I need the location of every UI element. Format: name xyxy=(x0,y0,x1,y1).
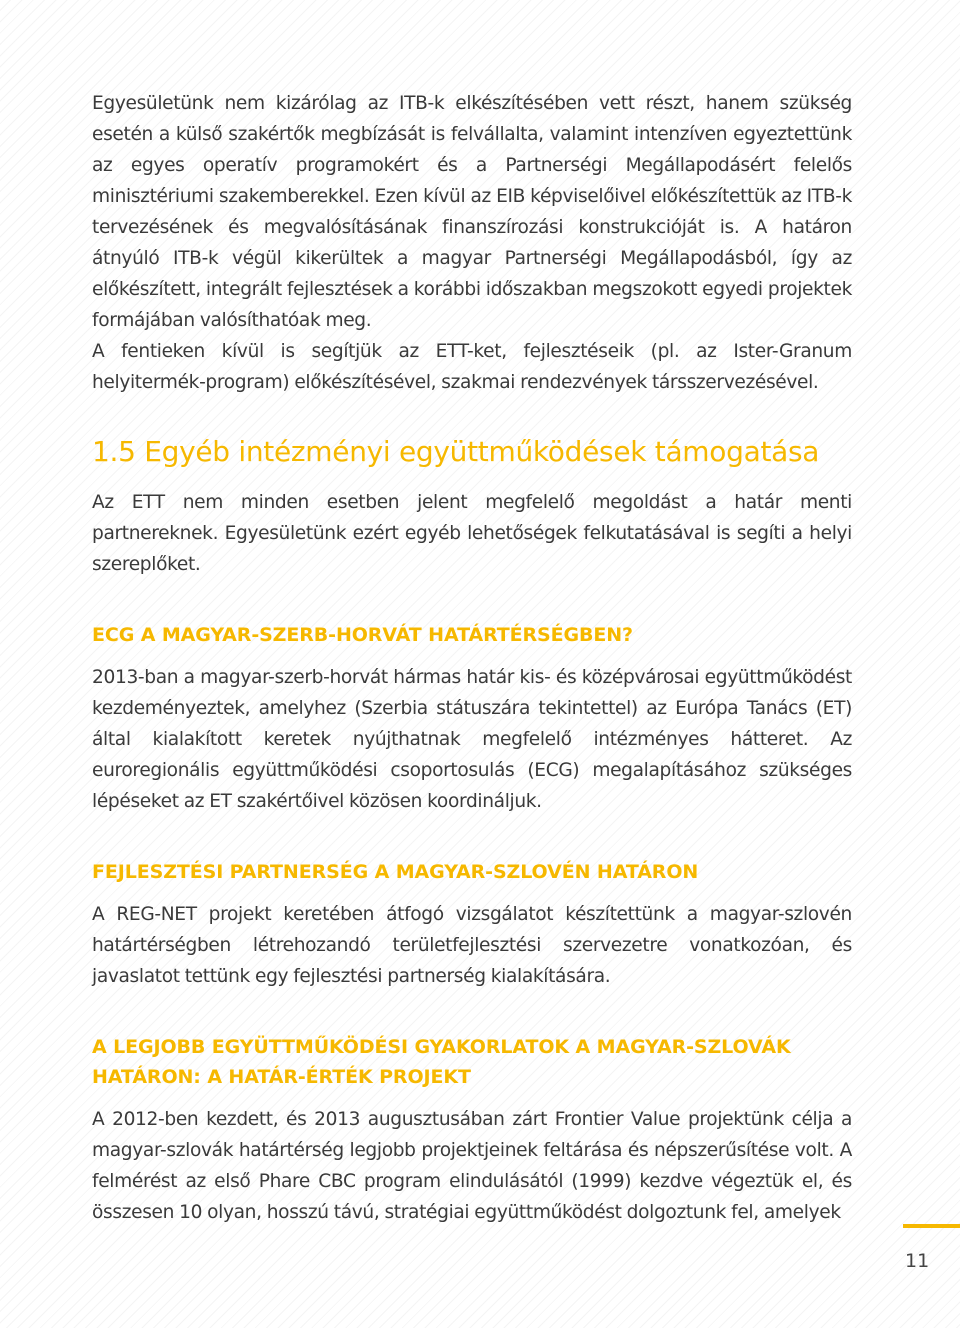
page-number: 11 xyxy=(905,1250,930,1272)
page-content xyxy=(92,88,852,1228)
subsection-heading-ecg: ECG A MAGYAR-SZERB-HORVÁT HATÁRTÉRSÉGBEN? xyxy=(92,624,633,646)
subsection-heading-slovak: A LEGJOBB EGYÜTTMŰKÖDÉSI GYAKORLATOK A MAGYAR-SZLOVÁK HATÁRON: A HATÁR-ÉRTÉK PROJEKT xyxy=(92,1036,791,1088)
intro-paragraph-1: Egyesületünk nem kizárólag az ITB-k elkészítésében vett részt, hanem szükség esetén a külső szakértők megbízását is felvállalta, valamint intenzíven egyeztettünk az egyes operatív programokért és a Partnerségi Megállapodásért felelős minisztériumi szakemberekkel. Ezen kívül az EIB képviselőivel előkészítettük az ITB-k tervezésének és megvalósításának finanszírozási konstrukcióját is. A határon átnyúló ITB-k végül kikerültek a magyar Partnerségi Megállapodásból, így az előkészített, integrált fejlesztések a korábbi időszakban megszokott egyedi projektek formájában valósíthatóak meg. xyxy=(92,93,852,331)
subsection-heading-slovenian: FEJLESZTÉSI PARTNERSÉG A MAGYAR-SZLOVÉN HATÁRON xyxy=(92,861,699,883)
section-intro-paragraph: Az ETT nem minden esetben jelent megfelelő megoldást a határ menti partnereknek. Egyesületünk ezért egyéb lehetőségek felkutatásával is segíti a helyi szereplőket. xyxy=(92,492,852,575)
page-number-accent-bar xyxy=(903,1224,960,1228)
subsection-text-ecg: 2013-ban a magyar-szerb-horvát hármas határ kis- és középvárosai együttműködést kezdeményeztek, amelyhez (Szerbia státuszára tekintettel) az Európa Tanács (ET) által kialakított keretek nyújthatnak megfelelő intézményes hátteret. Az euroregionális együttműködési csoportosulás (ECG) megalapításához szükséges lépéseket az ET szakértőivel közösen koordináljuk. xyxy=(92,667,852,812)
section-heading: 1.5 Egyéb intézményi együttműködések támogatása xyxy=(92,435,820,468)
subsection-text-slovenian: A REG-NET projekt keretében átfogó vizsgálatot készítettünk a magyar-szlovén határtérségben létrehozandó területfejlesztési szervezetre vonatkozóan, és javaslatot tettünk egy fejlesztési partnerség kialakítására. xyxy=(92,904,852,987)
intro-paragraph-2: A fentieken kívül is segítjük az ETT-ket, fejlesztéseik (pl. az Ister-Granum helyitermék-program) előkészítésével, szakmai rendezvények társszervezésével. xyxy=(92,341,852,393)
subsection-text-slovak: A 2012-ben kezdett, és 2013 augusztusában zárt Frontier Value projektünk célja a magyar-szlovák határtérség legjobb projektjeinek feltárása és népszerűsítése volt. A felmérést az első Phare CBC program elindulásától (1999) kezdve végeztük el, és összesen 10 olyan, hosszú távú, stratégiai együttműködést dolgoztunk fel, amelyek xyxy=(92,1109,852,1223)
